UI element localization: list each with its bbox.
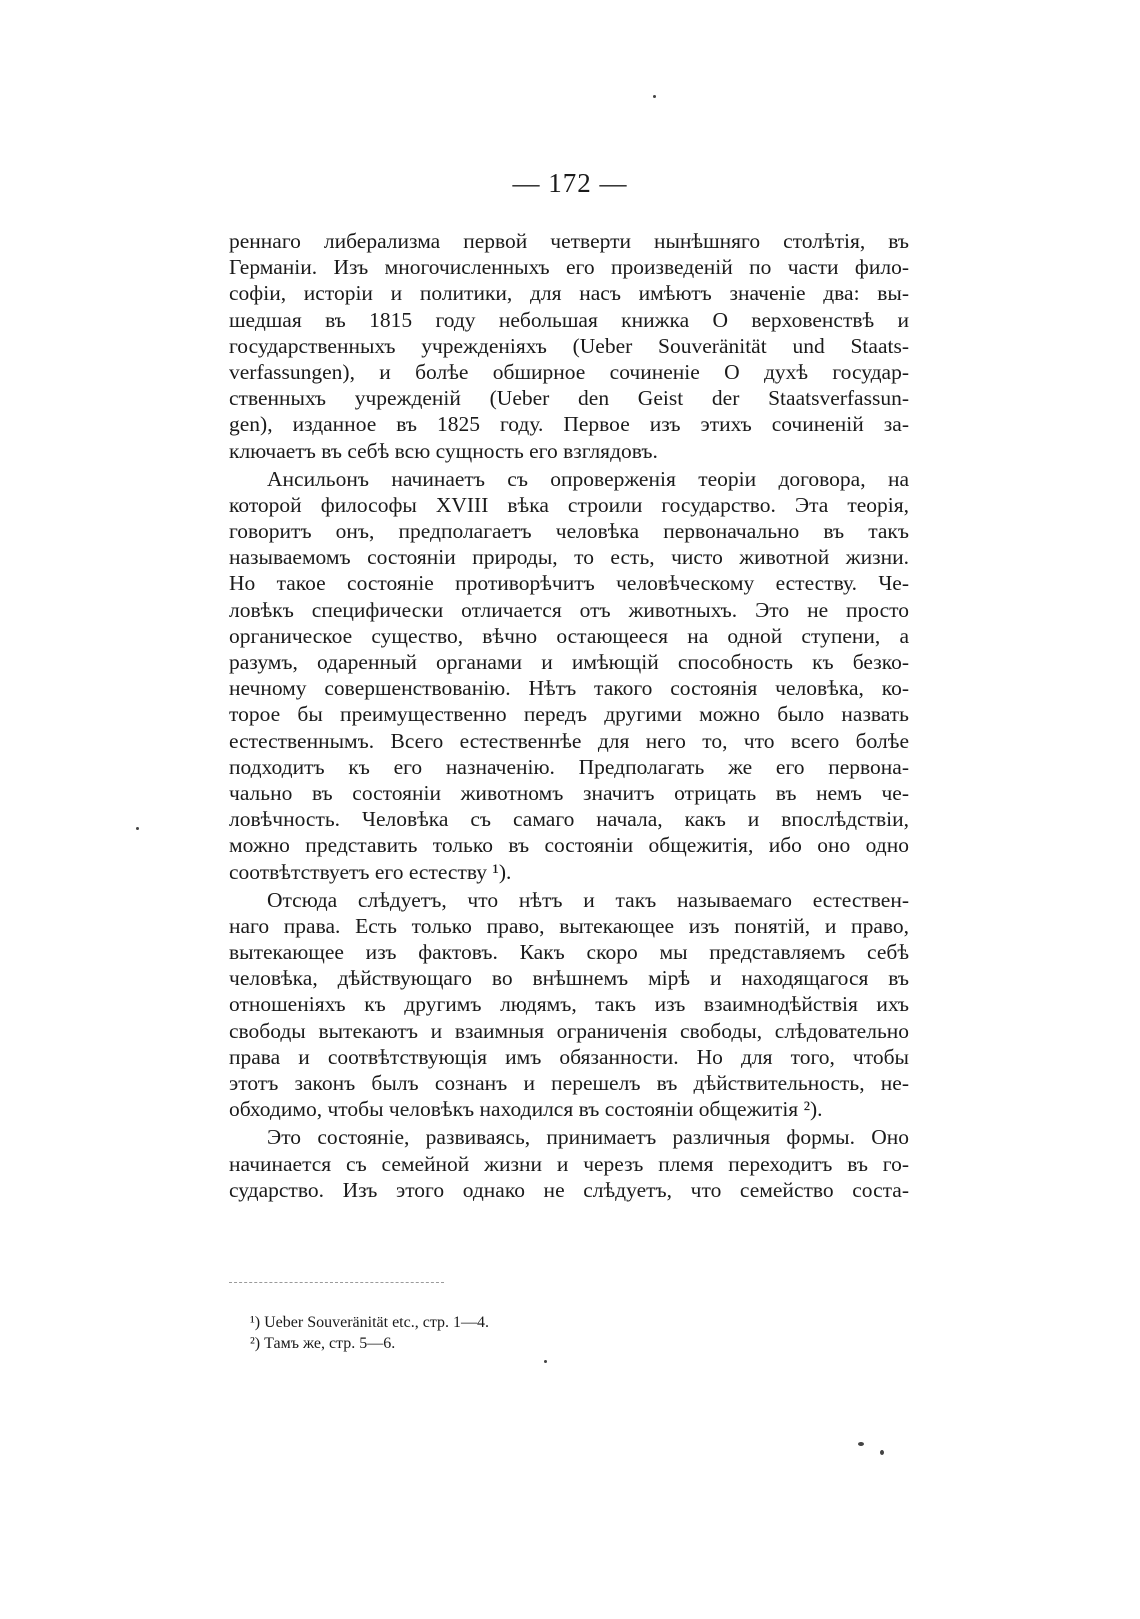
text-line: человѣка, дѣйствующаго во внѣшнемъ мірѣ и находящагося въ — [229, 966, 909, 991]
text-line: органическое существо, вѣчно остающееся на одной ступени, а — [229, 623, 909, 648]
text-line: gen), изданное въ 1825 году. Первое изъ этихъ сочиненій за- — [229, 412, 909, 437]
text-line: вытекающее изъ фактовъ. Какъ скоро мы представляемъ себѣ — [229, 940, 909, 965]
text-line: подходитъ къ его назначенію. Предполагать же его первона- — [229, 754, 909, 779]
text-line: которой философы XVIII вѣка строили государство. Эта теорія, — [229, 492, 909, 517]
text-line: отношеніяхъ къ другимъ людямъ, такъ изъ взаимнодѣйствія ихъ — [229, 992, 909, 1017]
text-line: государственныхъ учрежденіяхъ (Ueber Souveränität und Staats- — [229, 333, 909, 358]
print-speck — [880, 1450, 884, 1455]
text-line: ственныхъ учрежденій (Ueber den Geist der Staatsverfassun- — [229, 386, 909, 411]
paragraph-start-line: Отсюда слѣдуетъ, что нѣтъ и такъ называемаго естествен- — [267, 887, 909, 912]
print-speck — [136, 827, 139, 830]
print-speck — [653, 95, 656, 98]
text-line: Германіи. Изъ многочисленныхъ его произведеній по части фило- — [229, 255, 909, 280]
footnote-1: ¹) Ueber Souveränität etc., стр. 1—4. — [250, 1314, 490, 1331]
text-line: ловѣчность. Человѣка съ самаго начала, какъ и впослѣдствіи, — [229, 807, 909, 832]
text-line: говоритъ онъ, предполагаетъ человѣка первоначально въ такъ — [229, 519, 909, 544]
text-line: права и соотвѣтствующія имъ обязанности. Но для того, чтобы — [229, 1044, 909, 1069]
text-line: можно представить только въ состояніи общежитія, ибо оно одно — [229, 833, 909, 858]
text-line: чально въ состояніи животномъ значитъ отрицать въ немъ че- — [229, 780, 909, 805]
text-line: нечному совершенствованію. Нѣтъ такого состоянія человѣка, ко- — [229, 676, 909, 701]
text-line: свободы вытекаютъ и взаимныя ограниченія свободы, слѣдовательно — [229, 1018, 909, 1043]
text-line: этотъ законъ былъ сознанъ и перешелъ въ дѣйствительность, не- — [229, 1071, 909, 1095]
text-line: софіи, исторіи и политики, для насъ имѣютъ значеніе два: вы- — [229, 281, 909, 306]
footnote-2: ²) Тамъ же, стр. 5—6. — [250, 1335, 396, 1352]
footnote-separator — [229, 1282, 444, 1283]
body-text — [229, 228, 909, 1203]
paragraph-start-line: Ансильонъ начинаетъ съ опроверженія теоріи договора, на — [267, 466, 909, 491]
paragraph-start-line: Это состояніе, развиваясь, принимаетъ различныя формы. Оно — [267, 1125, 909, 1150]
text-line: разумъ, одаренный органами и имѣющій способность къ безко- — [229, 650, 909, 674]
text-line: ловѣкъ специфически отличается отъ животныхъ. Это не просто — [229, 597, 909, 622]
page-number: — 172 — — [512, 168, 628, 198]
text-line: verfassungen), и болѣе обширное сочиненіе О духѣ государ- — [229, 359, 909, 384]
text-line: обходимо, чтобы человѣкъ находился въ состояніи общежитія ²). — [229, 1097, 823, 1122]
text-line: естественнымъ. Всего естественнѣе для него то, что всего болѣе — [229, 728, 909, 753]
text-line: сударство. Изъ этого однако не слѣдуетъ, что семейство соста- — [229, 1177, 909, 1202]
text-line: торое бы преимущественно передъ другими можно было назвать — [229, 702, 909, 727]
footnotes — [250, 1312, 489, 1354]
text-line: реннаго либерализма первой четверти нынѣшняго столѣтія, въ — [229, 229, 909, 253]
text-line: ключаетъ въ себѣ всю сущность его взглядовъ. — [229, 438, 658, 463]
text-line: начинается съ семейной жизни и черезъ племя переходитъ въ го- — [229, 1151, 909, 1176]
text-line: шедшая въ 1815 году небольшая книжка О верховенствѣ и — [229, 307, 909, 332]
print-speck — [544, 1360, 547, 1363]
text-line: называемомъ состояніи природы, то есть, чисто животной жизни. — [229, 545, 909, 570]
print-speck — [858, 1442, 864, 1446]
text-line: Но такое состояніе противорѣчитъ человѣческому естеству. Че- — [229, 571, 909, 596]
text-line: наго права. Есть только право, вытекающее изъ понятій, и право, — [229, 913, 909, 938]
text-line: соотвѣтствуетъ его естеству ¹). — [229, 859, 512, 884]
